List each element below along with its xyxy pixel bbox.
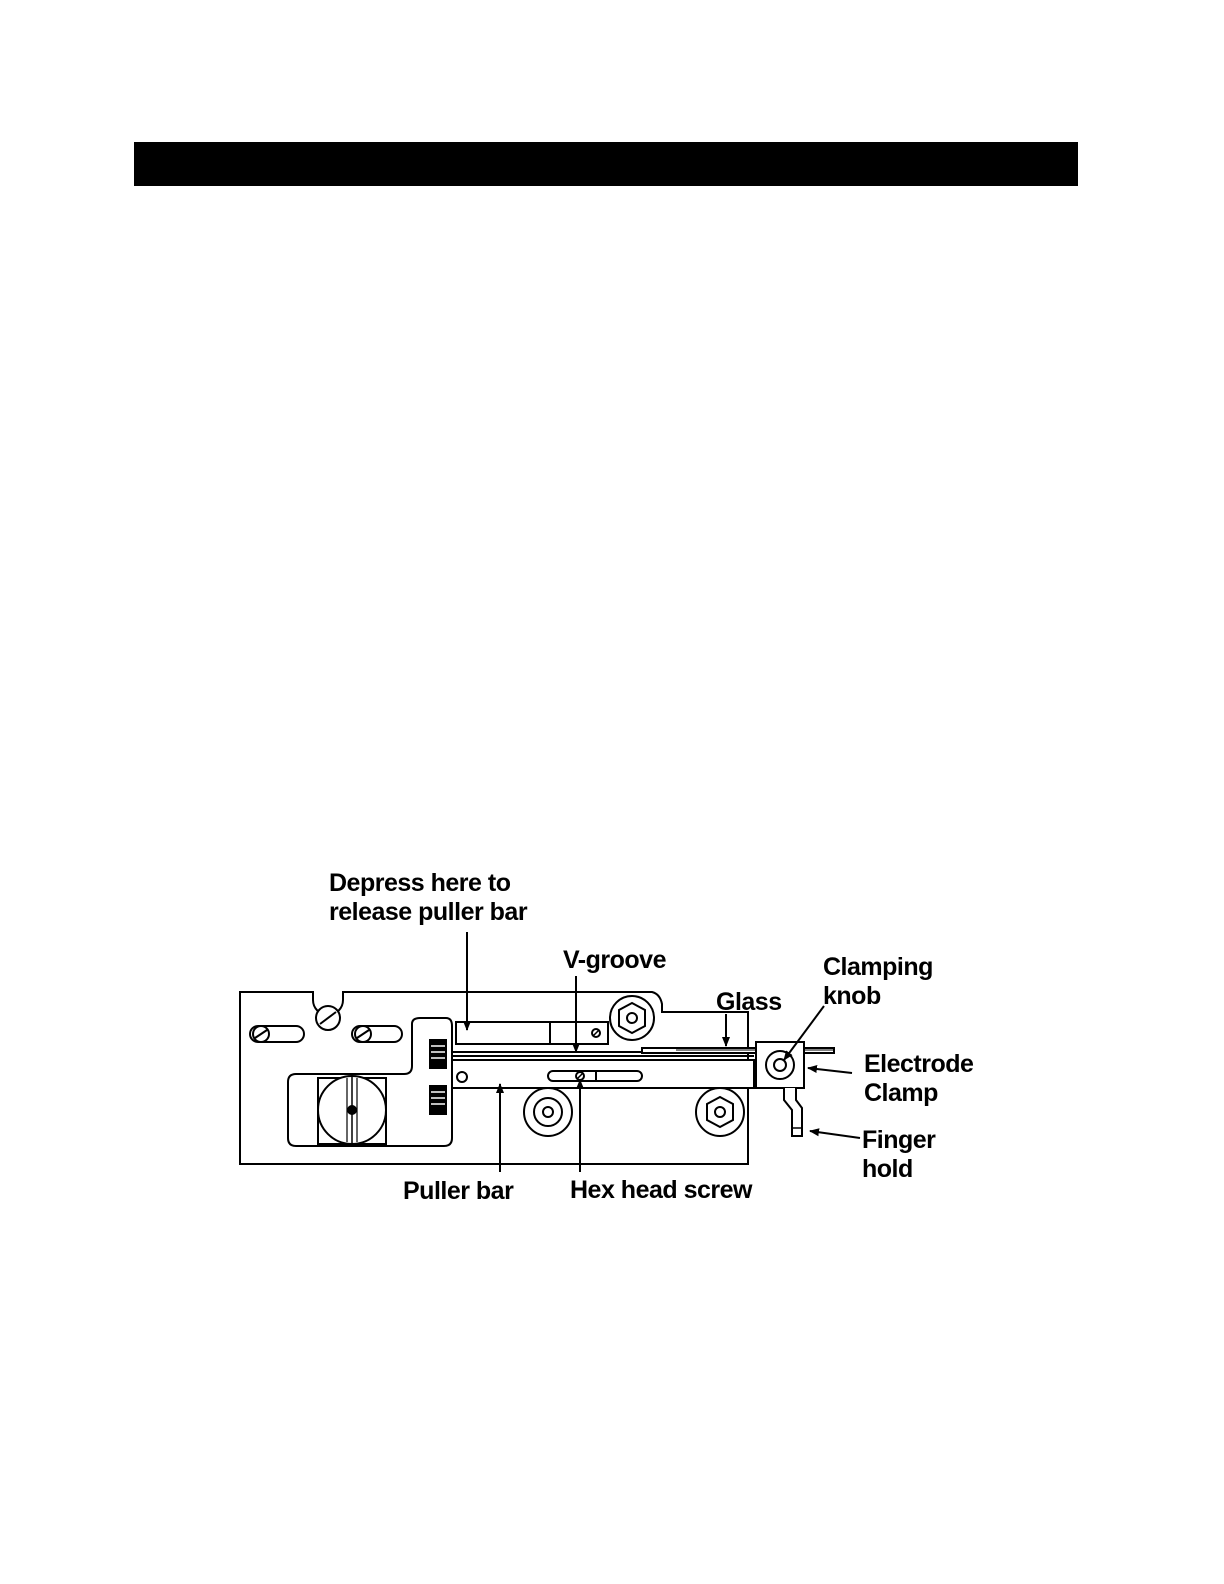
finger-hold (784, 1088, 802, 1136)
label-depress-2: release puller bar (329, 898, 528, 926)
label-electrode-1: Electrode (864, 1050, 974, 1078)
arrow-finger (810, 1131, 860, 1138)
top-block (456, 1022, 608, 1044)
label-puller-bar: Puller bar (403, 1177, 514, 1205)
label-hex-head-screw: Hex head screw (570, 1176, 752, 1204)
label-electrode-2: Clamp (864, 1079, 938, 1107)
label-finger-1: Finger (862, 1126, 936, 1154)
label-glass: Glass (716, 988, 782, 1016)
label-clamping-2: knob (823, 982, 881, 1010)
label-clamping-1: Clamping (823, 953, 933, 981)
label-finger-2: hold (862, 1155, 913, 1183)
label-vgroove: V-groove (563, 946, 666, 974)
arrow-electrode (808, 1068, 852, 1073)
label-depress-1: Depress here to (329, 869, 511, 897)
